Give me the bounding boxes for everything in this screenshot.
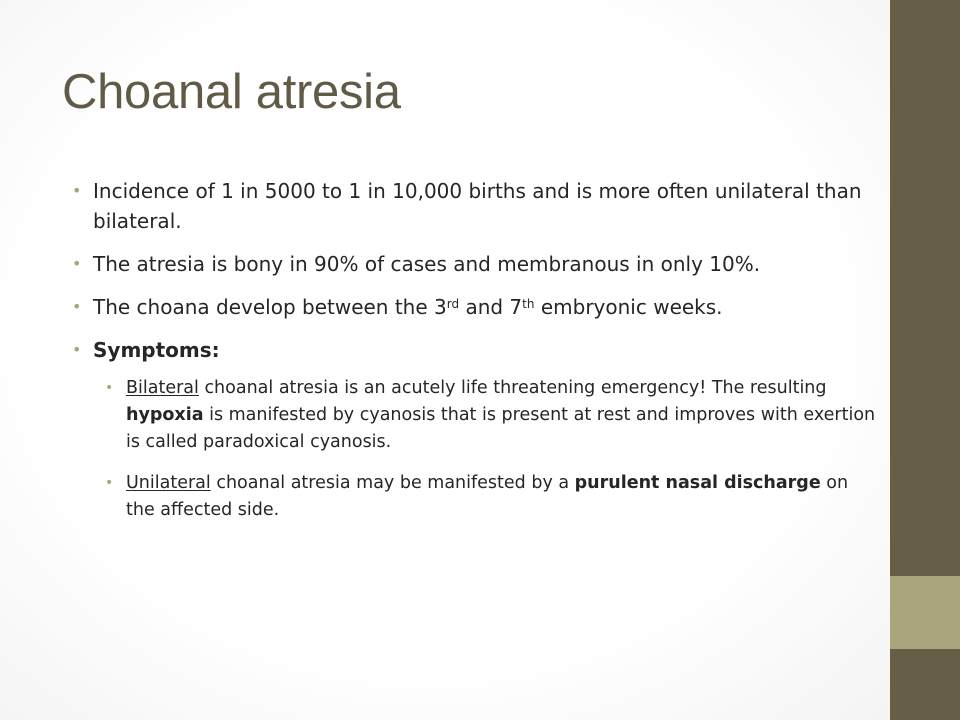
sub-bullet-unilateral — [105, 470, 877, 524]
symptoms-sublist — [105, 375, 877, 524]
slide-title: Choanal atresia — [62, 65, 401, 119]
bullet-incidence-text: Incidence of 1 in 5000 to 1 in 10,000 births and is more often unilateral than bilateral. — [93, 179, 862, 233]
symptoms-heading: Symptoms: — [93, 338, 220, 362]
bullet-list — [72, 176, 877, 538]
bullet-incidence — [72, 176, 877, 236]
sub-bullet-unilateral-text: Unilateral choanal atresia may be manifested by a purulent nasal discharge on the affected side. — [126, 473, 849, 520]
bullet-marker: • — [72, 297, 82, 316]
bullet-development-text: The choana develop between the 3rd and 7th embryonic weeks. — [93, 295, 723, 319]
side-accent-block — [890, 576, 960, 649]
sub-bullet-marker: • — [105, 380, 114, 396]
bullet-atresia-type-text: The atresia is bony in 90% of cases and membranous in only 10%. — [93, 252, 761, 276]
sub-bullet-bilateral — [105, 375, 877, 456]
bullet-development — [72, 292, 877, 322]
bullet-symptoms — [72, 335, 877, 524]
sub-bullet-marker: • — [105, 475, 114, 491]
bullet-marker: • — [72, 181, 82, 200]
bullet-atresia-type — [72, 249, 877, 279]
sub-bullet-bilateral-text: Bilateral choanal atresia is an acutely life threatening emergency! The resulting hypoxia is manifested by cyanosis that is present at rest and improves with exertion is called paradoxical cyanosis. — [126, 378, 876, 452]
bullet-marker: • — [72, 340, 82, 359]
bullet-marker: • — [72, 254, 82, 273]
